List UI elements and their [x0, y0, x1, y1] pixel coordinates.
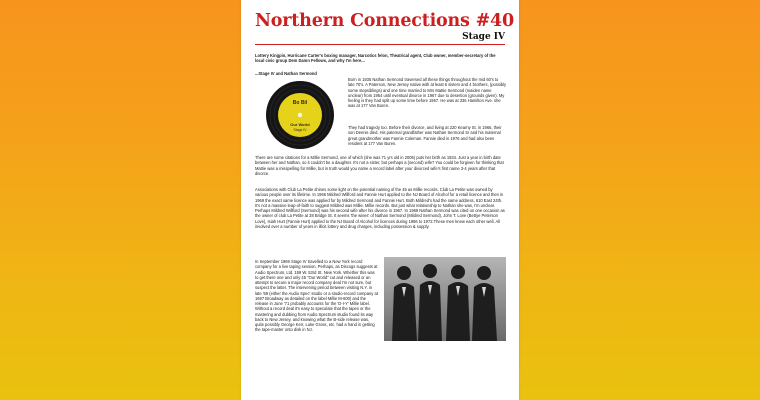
paragraph-club: Associations with Club La Petite shines some light on the potential naming of the 45 as Millie records. Club La Petite was owned by various people over its lifetime. In 1966 Mildred Willford and Fannie Hurt applied to the NJ Board of Alcohol for a retail licence and then in 1969 the exact same licence was applied for by Mildred Sermond and Fannie Hurt. Both Mildred's had the same address, 610 East 24th. It's not a massive leap-of-faith to suggest Mildred was Millie. Millie records. But just what relationship to Nathan she was, I'm unclear. Perhaps Mildred Willford (Sermond) was his second wife after his divorce in 1967. In 1969 Nathan Sermond was cited on one occasion as the owner of club La Petite at 38 Bridge St. It seems 'the wives' of Nathan Sermond (Mildred Sermond), John T. Love (Bettye Peterson Love), Isiah Hurt (Fannie Hurt) applied to the NJ Board of Alcohol for licences during 1966 to 1972.These men knew each other well. All involved over a number of years in illicit lottery and drug charges, including possession & supply.	[255, 187, 505, 229]
paragraph-millie: There are some citations for a Millie Sermond, one of which (she was 71 yrs old in 2005) puts her birth as 1934. Just a year in birth date between her and Nathan, so it couldn't be a daughter. It's not a sister, but perhaps a (second) wife? You could be forgiven for thinking that Mattie was a misspelling for Millie, but in truth would you name a record label after your divorced wife's first name 3-4 years after that divorce.	[255, 155, 504, 176]
record-artist-text: Stage IV	[293, 128, 307, 132]
intro-text: Lottery Kingpin, Hurricane Carter's boxing manager, Narcotics felon, Theatrical agent, Club owner, member-secretary of the local civic group Dem Damn Fellows, and why I'm here...	[255, 53, 496, 64]
article-page	[241, 0, 519, 400]
stage-subtitle: Stage IV	[462, 32, 505, 42]
paragraph-tragedy: They had tragedy too. Before their divorce, and living at 220 Kearny St. in 1966, their son Dennis died. His paternal grandfather was Nathan Sermond Sr and his maternal great grandmother was Fannie Coleman. Fannie died in 1976 and had also been resident at 177 Van Buren.	[348, 125, 502, 146]
title-divider	[255, 44, 505, 45]
record-song-text: Our World	[290, 122, 310, 127]
record-label-image	[265, 80, 335, 150]
section-subheading: ...Stage IV and Nathan Sermond	[255, 71, 317, 76]
record-logo-text: Bo Bil	[292, 100, 308, 106]
paragraph-born: Born in 1935 Nathan Sermond traversed all these things throughout the mid 60's to late 70's. A Paterson, New Jersey native with at least 6 sisters and 4 brothers, (possibly some stepsiblings) and one time married to Mrs Mattie Sermond (maiden name unclear) from 1954 until eventual divorce in 1967 due to desertion (grounds given). My feeling is they had split up some time before 1967. He was at 336 Hamilton Ave. she was at 177 Van Buren.	[348, 77, 507, 109]
page-title: Northern Connections #40	[255, 11, 514, 31]
paragraph-newyork: In September 1969 Stage IV travelled to a New York record company for a live taping session. Perhaps, as Discogs suggests at Audio Spectrum, Ltd. 159 W. 53rd St. New York. Whether this was to get there one and only 45 "Our World" cut and released or an attempt to secure a major record company deal I'm not sure, but suspect the latter. The intervening period between visiting N.Y. in late '69 (either the Audio Spec' studio or a studio-record company at 1697 Broadway as detailed on the label Millie M-600) and the release in June '71 probably accounts for the 'D-I-Y' Millie label. Without a record deal it's easy to speculate that the tapes or the mastering and dubbing from Audio Spectrum studio found its way back to New Jersey, and knowing what the B-side release was, quite possibly George Kerr, Luke Gross, etc. had a hand in getting the tape-master onto disk in NJ.	[255, 259, 378, 333]
group-photo	[384, 257, 506, 341]
